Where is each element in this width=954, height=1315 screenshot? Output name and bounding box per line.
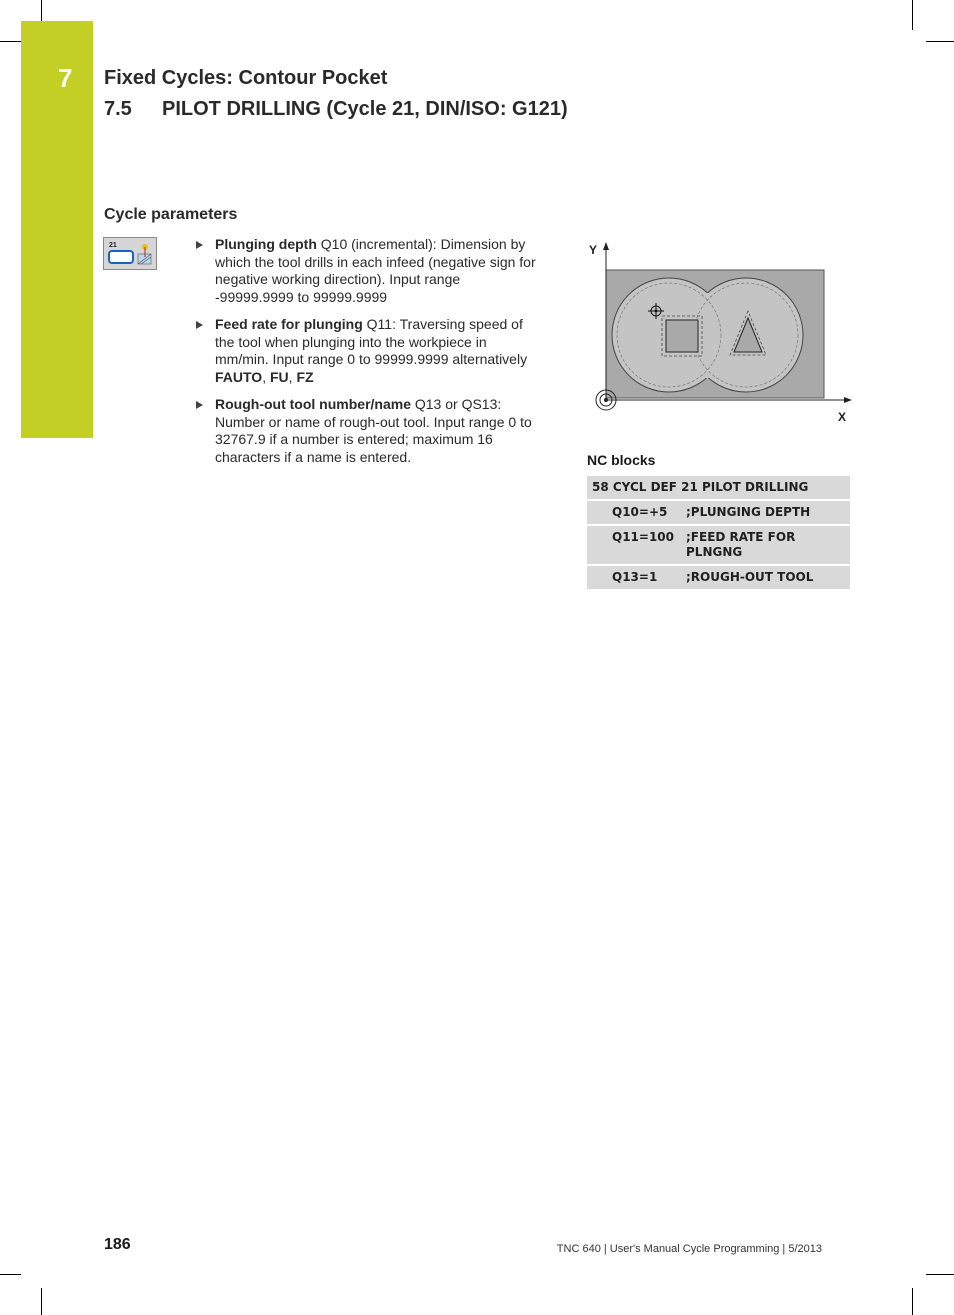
param-description: Q11: Traversing speed of the tool when plunging into the workpiece in mm/min. Input range 0 to 99999.9999 alternatively xyxy=(215,316,528,367)
nc-value: Q13=1 xyxy=(612,570,658,584)
chapter-number: 7 xyxy=(58,63,73,93)
x-axis-label: X xyxy=(838,410,847,424)
nc-comment: ;ROUGH-OUT TOOL xyxy=(686,570,814,584)
nc-blocks-heading: NC blocks xyxy=(587,452,656,468)
cycle-parameters-heading: Cycle parameters xyxy=(104,206,238,223)
chapter-tab xyxy=(21,21,93,438)
table-row xyxy=(587,501,850,526)
param-plunging-depth xyxy=(194,236,536,306)
contour-pocket-diagram xyxy=(586,238,854,428)
nc-header-text: 58 CYCL DEF 21 PILOT DRILLING xyxy=(592,480,809,494)
nc-comment: ;PLUNGING DEPTH xyxy=(686,505,811,519)
page-number: 186 xyxy=(104,1236,131,1253)
footer-text: TNC 640 | User's Manual Cycle Programming | 5/2013 xyxy=(556,1243,822,1255)
param-rough-out-tool xyxy=(194,396,536,466)
softkey-label: 21 xyxy=(109,242,117,249)
section-title xyxy=(104,98,568,121)
pilot-drilling-softkey xyxy=(103,237,157,270)
bullet-arrow-icon xyxy=(196,401,203,409)
param-name: Rough-out tool number/name xyxy=(215,396,411,412)
param-feed-rate-plunging xyxy=(194,316,536,386)
nc-value: Q11=100 xyxy=(612,530,675,544)
param-option: FAUTO xyxy=(215,368,263,385)
param-separator: , xyxy=(262,368,270,385)
pilot-drilling-figure xyxy=(586,238,854,428)
chapter-title: Fixed Cycles: Contour Pocket xyxy=(104,67,388,89)
param-description: Q13 or QS13: Number or name of rough-out tool. Input range 0 to 32767.9 if a number is entered; maximum 16 characters if a name is entered. xyxy=(215,396,532,465)
table-row xyxy=(587,566,850,591)
nc-comment: ;FEED RATE FOR PLNGNG xyxy=(686,530,796,559)
table-row xyxy=(587,526,850,566)
param-name: Feed rate for plunging xyxy=(215,316,363,332)
section-title-text: PILOT DRILLING (Cycle 21, DIN/ISO: G121) xyxy=(162,98,568,120)
nc-value: Q10=+5 xyxy=(612,505,668,519)
pilot-drilling-cycle-icon xyxy=(104,238,156,269)
crop-mark xyxy=(912,1288,913,1315)
crop-mark xyxy=(926,1274,954,1275)
bullet-arrow-icon xyxy=(196,241,203,249)
crop-mark xyxy=(926,41,954,42)
parameter-list xyxy=(194,236,536,476)
param-separator: , xyxy=(288,368,297,385)
nc-blocks-table xyxy=(587,476,850,591)
param-name: Plunging depth xyxy=(215,236,317,252)
nc-header-row xyxy=(587,476,850,501)
bullet-arrow-icon xyxy=(196,321,203,329)
crop-mark xyxy=(912,0,913,30)
crop-mark xyxy=(0,41,21,42)
section-number: 7.5 xyxy=(104,98,132,120)
param-description: Q10 (incremental): Dimension by which the tool drills in each infeed (negative sign for negative working direction). Input range -99999.9999 to 99999.9999 xyxy=(215,236,536,305)
crop-mark xyxy=(0,1274,21,1275)
crop-mark xyxy=(41,0,42,21)
param-option: FZ xyxy=(296,368,314,385)
param-option: FU xyxy=(269,368,289,385)
crop-mark xyxy=(41,1288,42,1315)
y-axis-label: Y xyxy=(589,243,598,257)
